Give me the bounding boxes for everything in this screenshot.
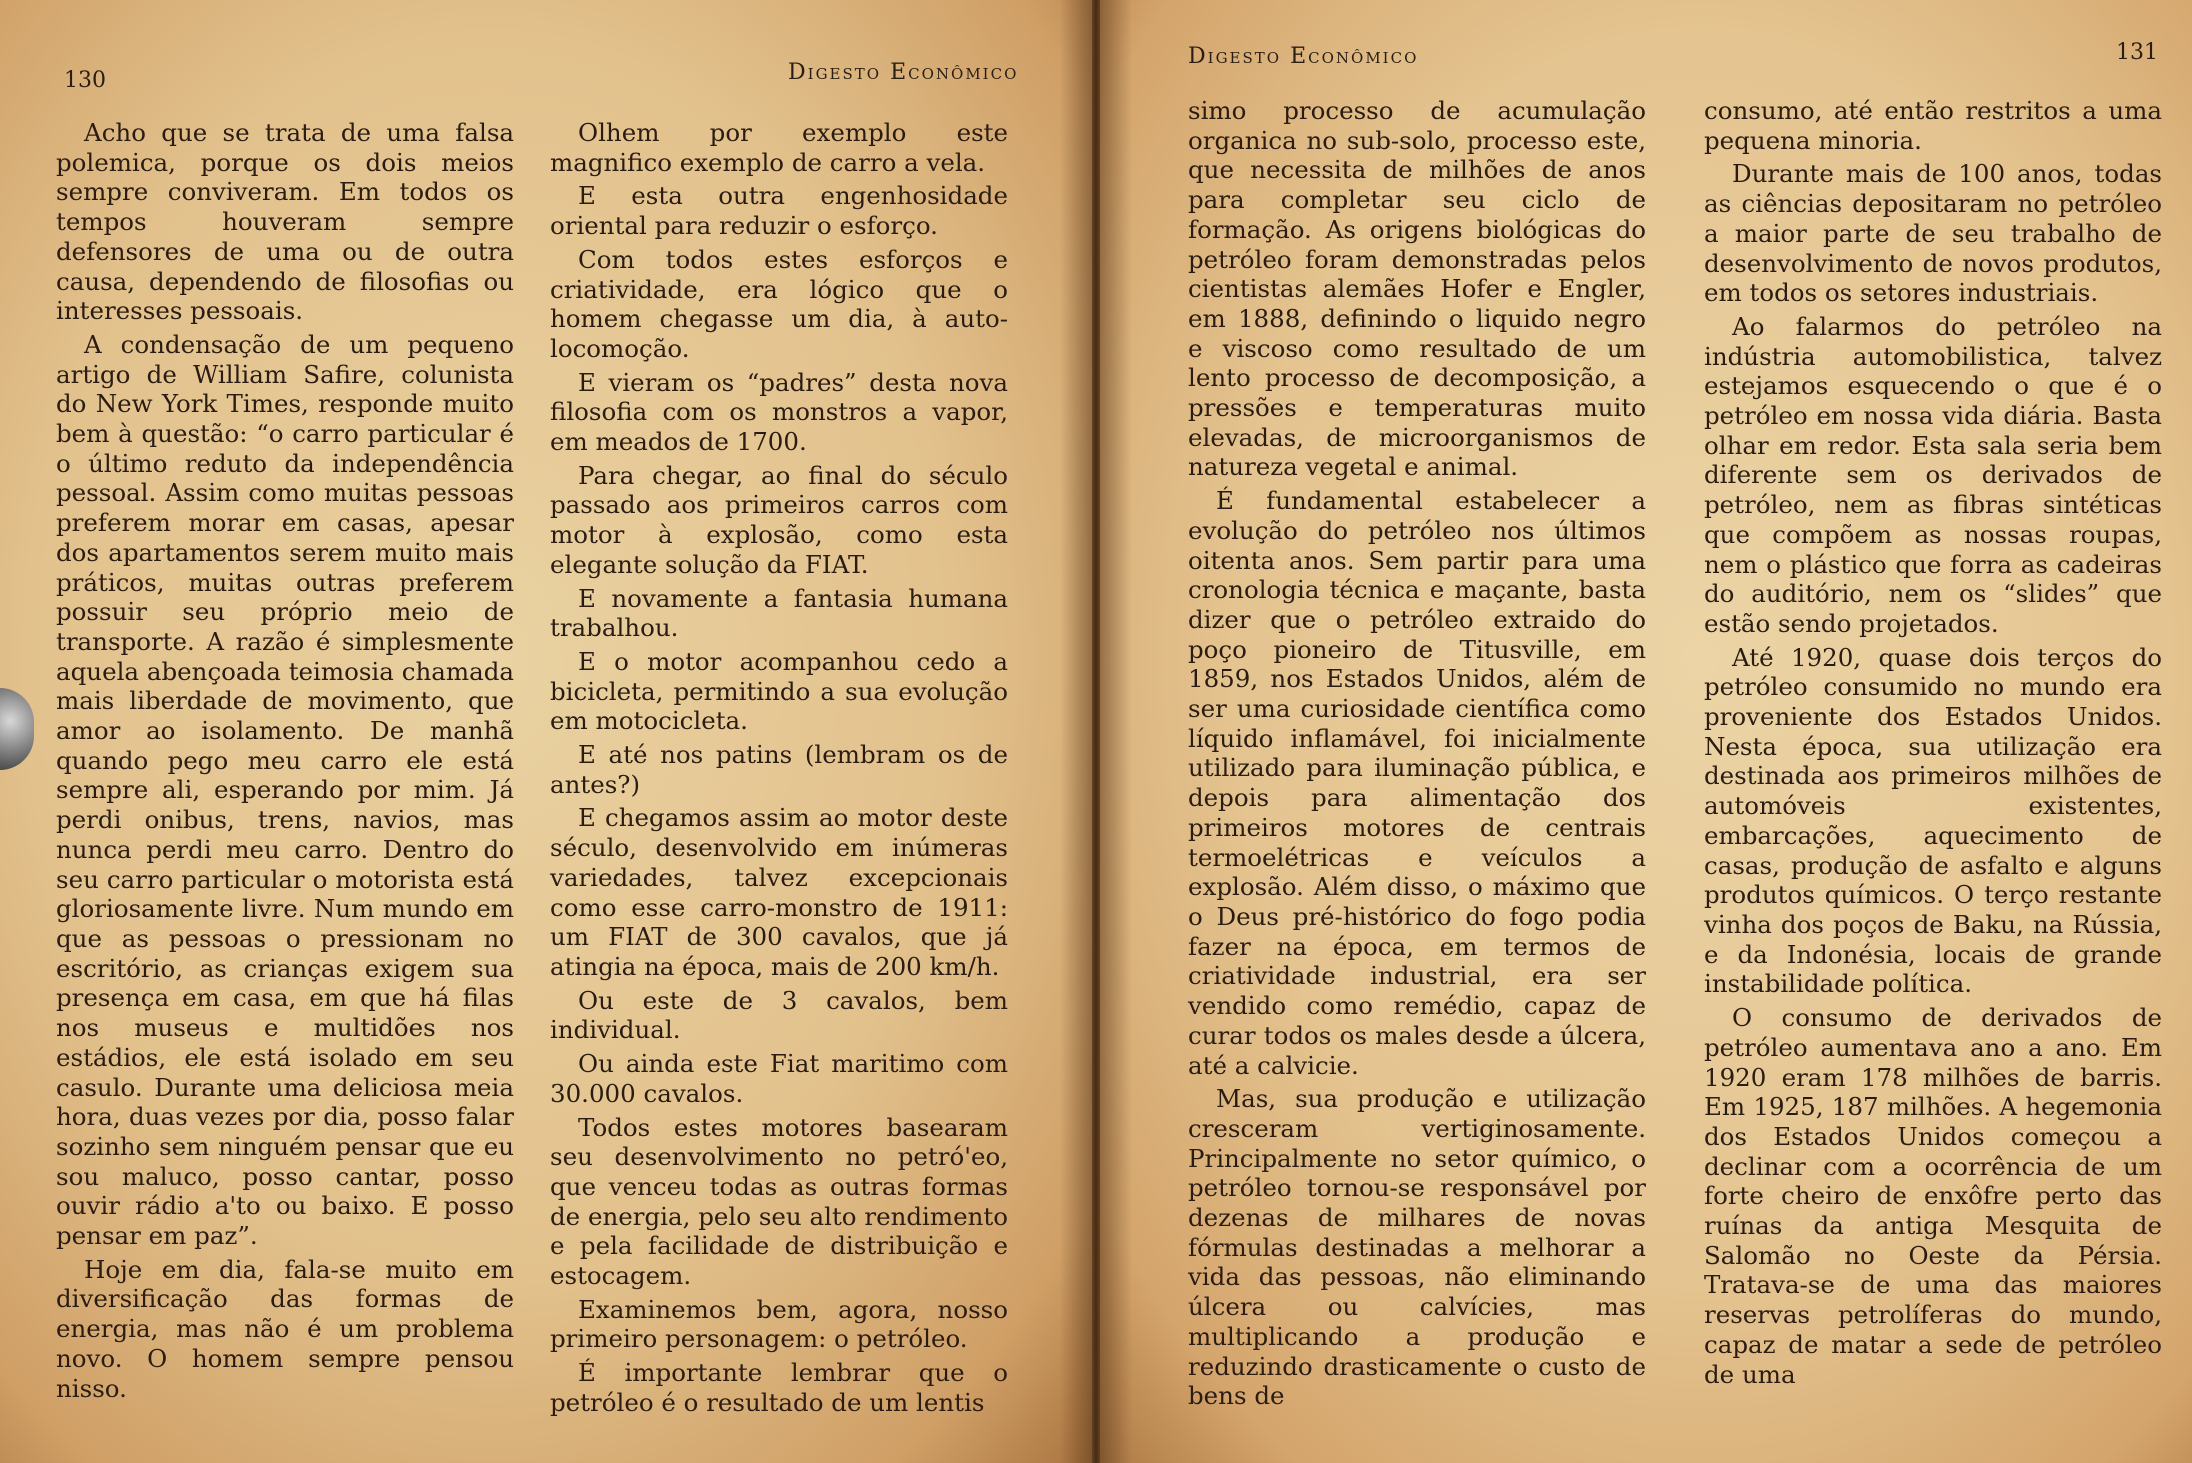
left-page-column-2 <box>550 118 1008 1422</box>
paragraph: Acho que se trata de uma falsa polemica, porque os dois meios sempre conviveram. Em todos os tempos houveram sempre defensores de uma ou de outra causa, dependendo de filosofias ou interesses pessoais. <box>56 118 514 326</box>
paragraph: O consumo de derivados de petróleo aumentava ano a ano. Em 1920 eram 178 milhões de barris. Em 1925, 187 milhões. A hegemonia dos Estados Unidos começou a declinar com a ocorrência de um forte cheiro de enxôfre perto das ruínas da antiga Mesquita de Salomão no Oeste da Pérsia. Tratava-se de uma das maiores reservas petrolíferas do mundo, capaz de matar a sede de petróleo de uma <box>1704 1003 2162 1389</box>
paragraph: E novamente a fantasia humana trabalhou. <box>550 583 1008 643</box>
paragraph: Olhem por exemplo este magnifico exemplo de carro a vela. <box>550 118 1008 177</box>
paragraph: Examinemos bem, agora, nosso primeiro personagem: o petróleo. <box>550 1294 1008 1354</box>
page-number-left: 130 <box>64 68 106 93</box>
paragraph: simo processo de acumulação organica no sub-solo, processo este, que necessita de milhões de anos para completar seu ciclo de formação. As origens biológicas do petróleo foram demonstradas pelos cientistas alemães Hofer e Engler, em 1888, definindo o liquido negro e viscoso como resultado de um lento processo de decomposição, a pressões e temperaturas muito elevadas, de microorganismos de natureza vegetal e animal. <box>1188 96 1646 482</box>
paragraph: Mas, sua produção e utilização cresceram vertiginosamente. Principalmente no setor químico, o petróleo tornou-se responsável por dezenas de milhares de novas fórmulas destinadas a melhorar a vida das pessoas, não eliminando úlcera ou calvícies, mas multiplicando a produção e reduzindo drasticamente o custo de bens de <box>1188 1084 1646 1411</box>
paragraph: Ou ainda este Fiat maritimo com 30.000 cavalos. <box>550 1049 1008 1108</box>
book-gutter <box>1060 0 1132 1463</box>
right-page-column-1 <box>1188 96 1646 1415</box>
running-head-right: Digesto Econômico <box>1188 44 1419 69</box>
paragraph: E vieram os “padres” desta nova filosofia com os monstros a vapor, em meados de 1700. <box>550 367 1008 457</box>
paragraph: Hoje em dia, fala-se muito em diversificação das formas de energia, mas não é um problema novo. O homem sempre pensou nisso. <box>56 1254 514 1403</box>
binding-clip <box>0 688 34 770</box>
running-head-left: Digesto Econômico <box>788 60 1019 85</box>
left-page <box>0 0 1092 1463</box>
paragraph: Ou este de 3 cavalos, bem individual. <box>550 985 1008 1045</box>
paragraph: É importante lembrar que o petróleo é o resultado de um lentis <box>550 1358 1008 1417</box>
right-page <box>1100 0 2192 1463</box>
paragraph: consumo, até então restritos a uma pequena minoria. <box>1704 96 2162 155</box>
paragraph: Ao falarmos do petróleo na indústria automobilistica, talvez estejamos esquecendo o que é o petróleo em nossa vida diária. Basta olhar em redor. Esta sala seria bem diferente sem os derivados de petróleo, nem as fibras sintéticas que compõem as nossas roupas, nem o plástico que forra as cadeiras do auditório, nem os “slides” que estão sendo projetados. <box>1704 311 2162 638</box>
left-page-column-1 <box>56 118 514 1407</box>
right-page-column-2 <box>1704 96 2162 1393</box>
paragraph: Até 1920, quase dois terços do petróleo consumido no mundo era proveniente dos Estados Unidos. Nesta época, sua utilização era destinada aos primeiros milhões de automóveis existentes, embarcações, aquecimento de casas, produção de asfalto e alguns produtos químicos. O terço restante vinha dos poços de Baku, na Rússia, e da Indonésia, locais de grande instabilidade política. <box>1704 642 2162 999</box>
paragraph: Durante mais de 100 anos, todas as ciências depositaram no petróleo a maior parte de seu trabalho de desenvolvimento de novos produtos, em todos os setores industriais. <box>1704 159 2162 308</box>
paragraph: Todos estes motores basearam seu desenvolvimento no petró'eo, que venceu todas as outras formas de energia, pelo seu alto rendimento e pela facilidade de distribuição e estocagem. <box>550 1112 1008 1291</box>
paragraph: E o motor acompanhou cedo a bicicleta, permitindo a sua evolução em motocicleta. <box>550 646 1008 736</box>
page-number-right: 131 <box>2116 40 2158 65</box>
paragraph: É fundamental estabelecer a evolução do petróleo nos últimos oitenta anos. Sem partir para uma cronologia técnica e maçante, basta dizer que o petróleo extraido do poço pioneiro de Titusville, em 1859, nos Estados Unidos, além de ser uma curiosidade científica como líquido inflamável, foi inicialmente utilizado para iluminação pública, e depois para alimentação dos primeiros motores de centrais termoelétricas e veículos a explosão. Além disso, o máximo que o Deus pré-histórico do fogo podia fazer na época, em termos de criatividade industrial, era ser vendido como remédio, capaz de curar todos os males desde a úlcera, até a calvicie. <box>1188 486 1646 1080</box>
paragraph: E até nos patins (lembram os de antes?) <box>550 740 1008 799</box>
paragraph: E chegamos assim ao motor deste século, desenvolvido em inúmeras variedades, talvez excepcionais como esse carro-monstro de 1911: um FIAT de 300 cavalos, que já atingia na época, mais de 200 km/h. <box>550 803 1008 981</box>
paragraph: Para chegar, ao final do século passado aos primeiros carros com motor à explosão, como esta elegante solução da FIAT. <box>550 460 1008 579</box>
paragraph: A condensação de um pequeno artigo de William Safire, colunista do New York Times, responde muito bem à questão: “o carro particular é o último reduto da independência pessoal. Assim como muitas pessoas preferem morar em casas, apesar dos apartamentos serem muito mais práticos, muitas outras preferem possuir seu próprio meio de transporte. A razão é simplesmente aquela abençoada teimosia chamada mais liberdade de movimento, que amor ao isolamento. De manhã quando pego meu carro ele está sempre ali, esperando por mim. Já perdi onibus, trens, navios, mas nunca perdi meu carro. Dentro do seu carro particular o motorista está gloriosamente livre. Num mundo em que as pessoas o pressionam no escritório, as crianças exigem sua presença em casa, em que há filas nos museus e multidões nos estádios, ele está isolado em seu casulo. Durante uma deliciosa meia hora, duas vezes por dia, posso falar sozinho sem ninguém pensar que eu sou maluco, posso cantar, posso ouvir rádio a'to ou baixo. E posso pensar em paz”. <box>56 329 514 1251</box>
paragraph: Com todos estes esforços e criatividade, era lógico que o homem chegasse um dia, à auto-locomoção. <box>550 244 1008 363</box>
paragraph: E esta outra engenhosidade oriental para reduzir o esforço. <box>550 181 1008 241</box>
